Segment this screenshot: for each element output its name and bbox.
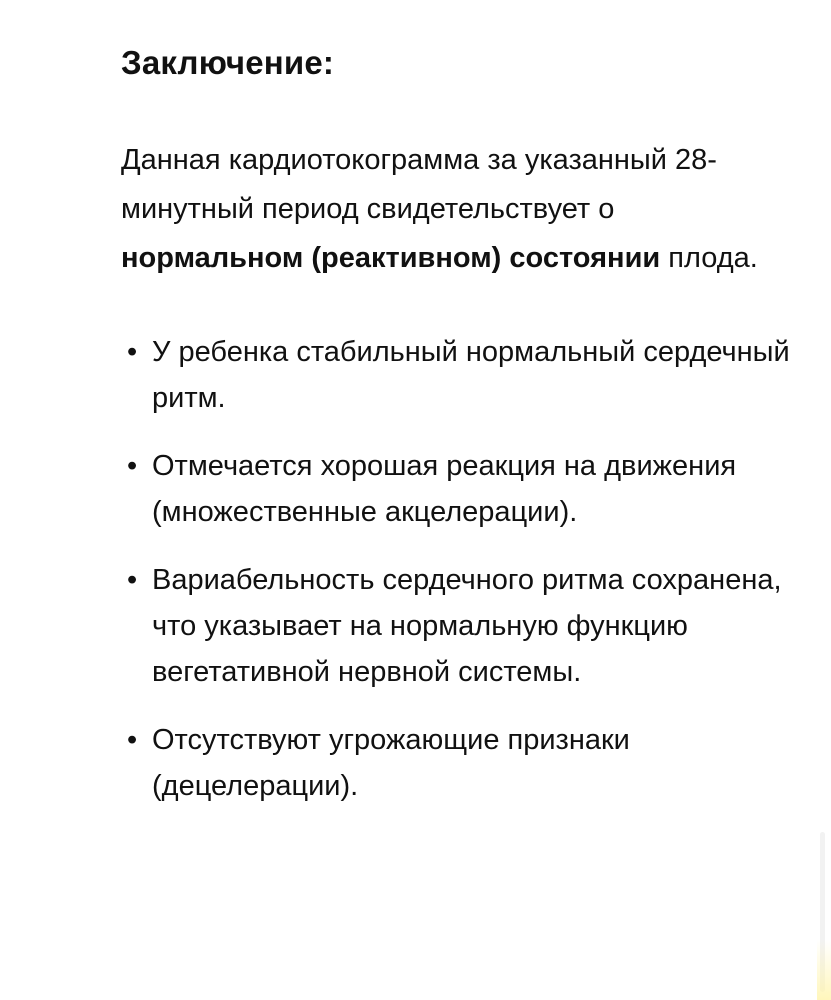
- message-content: [121, 38, 801, 831]
- list-item: [121, 329, 801, 421]
- bullet-icon: •: [127, 336, 138, 368]
- findings-list: [121, 329, 801, 809]
- corner-highlight: [817, 940, 831, 1000]
- bullet-icon: •: [127, 724, 138, 756]
- list-item-text: Отмечается хорошая реакция на движения (множественные акцелерации).: [152, 450, 737, 528]
- bullet-icon: •: [127, 564, 138, 596]
- paragraph-text-end: плода.: [660, 242, 758, 274]
- bullet-icon: •: [127, 450, 138, 482]
- paragraph-bold-phrase: нормальном (реактивном) состоянии: [121, 242, 661, 274]
- list-item-text: Вариабельность сердечного ритма сохранена, что указывает на нормальную функцию вегетативной нервной системы.: [152, 564, 782, 688]
- list-item-text: У ребенка стабильный нормальный сердечный ритм.: [152, 336, 790, 414]
- conclusion-paragraph: [121, 136, 801, 283]
- conclusion-heading: Заключение:: [121, 44, 335, 81]
- paragraph-text-start: Данная кардиотокограмма за указанный 28-минутный период свидетельствует о: [121, 144, 717, 225]
- list-item: [121, 717, 801, 809]
- list-item: [121, 557, 801, 695]
- list-item: [121, 443, 801, 535]
- list-item-text: Отсутствуют угрожающие признаки (децелерации).: [152, 724, 630, 802]
